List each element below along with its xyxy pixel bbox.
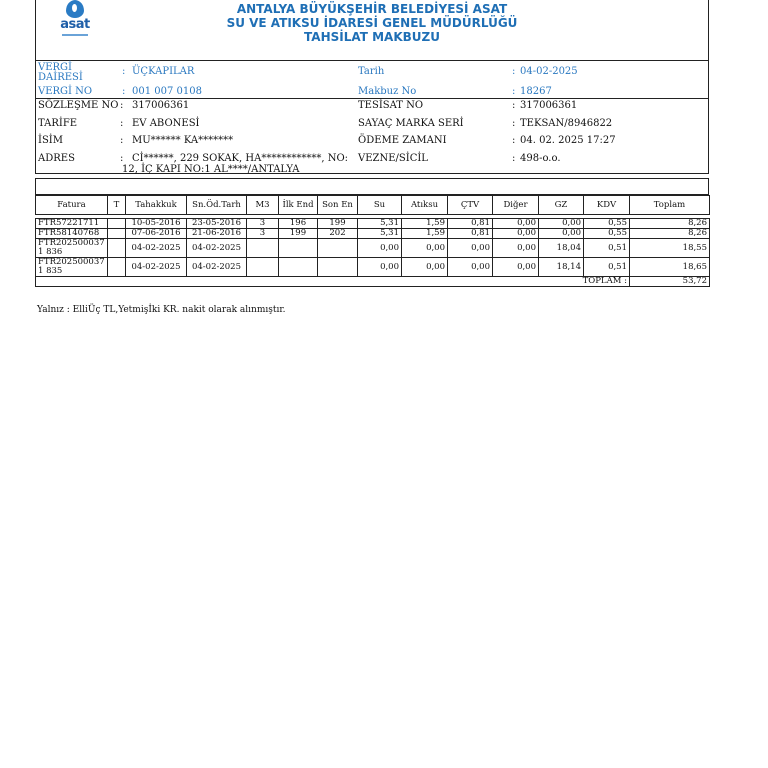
tarife-value: EV ABONESİ bbox=[132, 118, 200, 129]
total-label: TOPLAM : bbox=[36, 277, 630, 287]
table-row: FTR2025000371 836 04-02-2025 04-02-2025 0,00 0,00 0,00 0,00 18,04 0,51 18,55 bbox=[36, 239, 710, 258]
vergi-dairesi-label: VERGİ DAİRESİ bbox=[38, 62, 83, 83]
tarife-label: TARİFE bbox=[38, 118, 78, 129]
adres-line-1: Cİ******, 229 SOKAK, HA************, NO: bbox=[132, 153, 349, 164]
sayac-label: SAYAÇ MARKA SERİ bbox=[358, 118, 464, 129]
col-toplam: Toplam bbox=[630, 196, 710, 215]
vezne-label: VEZNE/SİCİL bbox=[358, 153, 428, 164]
sayac-value: TEKSAN/8946822 bbox=[520, 118, 613, 129]
total-value: 53,72 bbox=[630, 277, 710, 287]
total-row bbox=[36, 277, 710, 287]
col-t: T bbox=[108, 196, 126, 215]
col-m3: M3 bbox=[247, 196, 279, 215]
tesisat-value: 317006361 bbox=[520, 100, 578, 111]
tarih-label: Tarih bbox=[358, 66, 385, 77]
vezne-value: 498-o.o. bbox=[520, 153, 561, 164]
title-line-2: SU VE ATIKSU İDARESİ GENEL MÜDÜRLÜĞÜ bbox=[226, 16, 518, 30]
odeme-label: ÖDEME ZAMANI bbox=[358, 135, 447, 146]
sozlesme-value: 317006361 bbox=[132, 100, 190, 111]
subscriber-details: SÖZLEŞME NO : 317006361 TESİSAT NO : 317006361 TARİFE : EV ABONESİ SAYAÇ MARKA SERİ : TEKSAN/8946822 İSİM : MU****** KA******* ÖDEME ZAMANI : 04. 02. 2025 17:27 ADRES : Cİ******, 229 SOKAK, HA************, NO: 12, İÇ KAPI NO:1 AL****/ANTALYA VEZNE/SİCİL : 498-o.o. bbox=[35, 99, 709, 174]
table-row: FTR58140768 07-06-2016 21-06-2016 3 199 202 5,31 1,59 0,81 0,00 0,00 0,55 8,26 bbox=[36, 229, 710, 239]
payment-note: Yalnız : ElliÜç TL,Yetmişİki KR. nakit olarak alınmıştır. bbox=[37, 305, 286, 315]
col-su: Su bbox=[358, 196, 402, 215]
col-diger: Diğer bbox=[493, 196, 539, 215]
vergi-dairesi-value: ÜÇKAPILAR bbox=[132, 66, 195, 77]
col-son-odeme: Sn.Öd.Tarh bbox=[187, 196, 247, 215]
table-header-row bbox=[36, 196, 710, 215]
col-atiksu: Atıksu bbox=[402, 196, 448, 215]
tax-info: VERGİ DAİRESİ : ÜÇKAPILAR Tarih : 04-02-2025 VERGİ NO : 001 007 0108 Makbuz No : 18267 bbox=[35, 61, 709, 99]
col-ilk-end: İlk End bbox=[279, 196, 318, 215]
isim-label: İSİM bbox=[38, 135, 63, 146]
sozlesme-label: SÖZLEŞME NO bbox=[38, 100, 119, 111]
col-fatura: Fatura bbox=[36, 196, 108, 215]
vergi-no-label: VERGİ NO bbox=[38, 86, 93, 97]
makbuz-no-label: Makbuz No bbox=[358, 86, 417, 97]
title-line-1: ANTALYA BÜYÜKŞEHİR BELEDİYESİ ASAT bbox=[236, 2, 508, 16]
adres-line-2: 12, İÇ KAPI NO:1 AL****/ANTALYA bbox=[122, 164, 300, 175]
logo-text: asat bbox=[60, 17, 90, 32]
col-kdv: KDV bbox=[584, 196, 630, 215]
tarih-value: 04-02-2025 bbox=[520, 66, 578, 77]
col-son-en: Son En bbox=[318, 196, 358, 215]
isim-value: MU****** KA******* bbox=[132, 135, 234, 146]
tesisat-label: TESİSAT NO bbox=[358, 100, 424, 111]
odeme-value: 04. 02. 2025 17:27 bbox=[520, 135, 616, 146]
receipt-title bbox=[36, 2, 708, 44]
adres-label: ADRES bbox=[38, 153, 75, 164]
receipt bbox=[35, 0, 709, 287]
vergi-no-value: 001 007 0108 bbox=[132, 86, 202, 97]
col-ctv: ÇTV bbox=[448, 196, 493, 215]
col-gz: GZ bbox=[539, 196, 584, 215]
receipt-header bbox=[35, 0, 709, 61]
table-row: FTR57221711 10-05-2016 23-05-2016 3 196 199 5,31 1,59 0,81 0,00 0,00 0,55 8,26 bbox=[36, 219, 710, 229]
invoice-table bbox=[35, 195, 710, 287]
makbuz-no-value: 18267 bbox=[520, 86, 552, 97]
blank-row bbox=[35, 178, 709, 195]
title-line-3: TAHSİLAT MAKBUZU bbox=[304, 30, 440, 44]
table-row: FTR2025000371 835 04-02-2025 04-02-2025 0,00 0,00 0,00 0,00 18,14 0,51 18,65 bbox=[36, 258, 710, 277]
col-tahakkuk: Tahakkuk bbox=[126, 196, 187, 215]
